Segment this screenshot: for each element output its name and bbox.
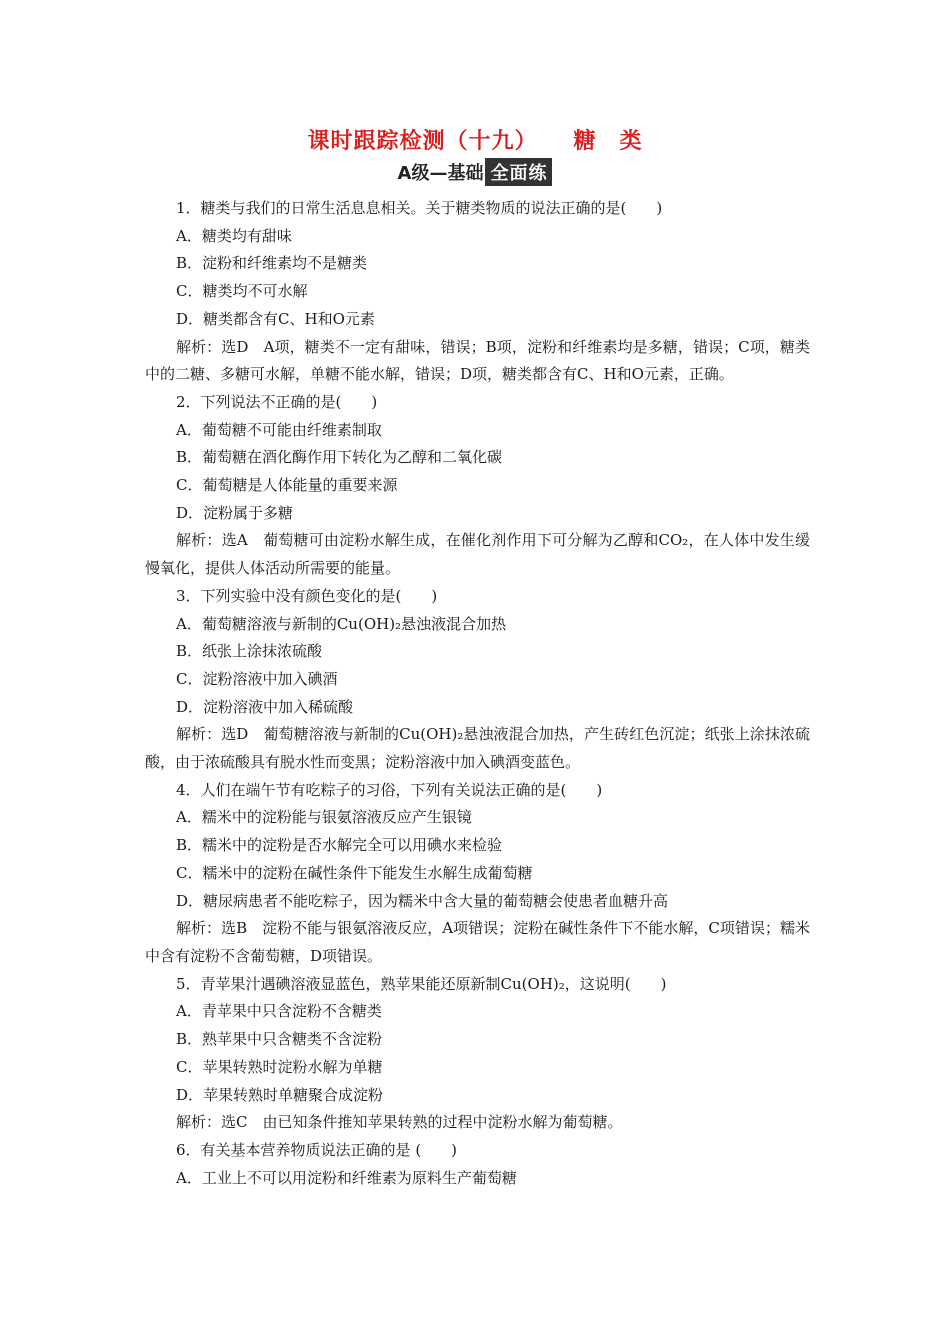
text-line: 6．有关基本营养物质说法正确的是 ( ) [176,1140,458,1159]
text-line: D．淀粉溶液中加入稀硫酸 [176,697,354,716]
text-line: 2．下列说法不正确的是( ) [176,392,378,411]
text-line: A．糯米中的淀粉能与银氨溶液反应产生银镜 [176,808,472,827]
title-topic: 糖 类 [573,129,643,154]
question-content [145,195,810,1192]
explanation-paragraph: 解析：选A 葡萄糖可由淀粉水解生成，在催化剂作用下可分解为乙醇和CO₂，在人体中发生缓慢氧化，提供人体活动所需要的能量。 [145,531,810,578]
text-line: B．淀粉和纤维素均不是糖类 [176,254,368,273]
text-line: B．糯米中的淀粉是否水解完全可以用碘水来检验 [176,836,503,855]
text-line: 5．青苹果汁遇碘溶液显蓝色，熟苹果能还原新制Cu(OH)₂，这说明( ) [176,974,667,993]
explanation-paragraph: 解析：选B 淀粉不能与银氨溶液反应，A项错误；淀粉在碱性条件下不能水解，C项错误；糯米中含有淀粉不含葡萄糖，D项错误。 [145,919,810,965]
page-title [0,124,950,155]
text-line: C．苹果转熟时淀粉水解为单糖 [176,1057,383,1076]
text-line: 1．糖类与我们的日常生活息息相关。关于糖类物质的说法正确的是( ) [176,199,663,217]
text-line: A．葡萄糖溶液与新制的Cu(OH)₂悬浊液混合加热 [176,614,507,633]
text-line: D．糖类都含有C、H和O元素 [176,309,375,328]
text-line: 4．人们在端午节有吃粽子的习俗，下列有关说法正确的是( ) [176,780,603,799]
text-line: C．糯米中的淀粉在碱性条件下能发生水解生成葡萄糖 [176,863,533,882]
text-line: A．青苹果中只含淀粉不含糖类 [176,1002,382,1021]
text-line: C．淀粉溶液中加入碘酒 [176,669,338,688]
text-line: B．葡萄糖在酒化酶作用下转化为乙醇和二氧化碳 [176,448,503,467]
level-prefix: A级—基础 [397,163,484,184]
text-line: B．熟苹果中只含糖类不含淀粉 [176,1030,383,1049]
text-line: 3．下列实验中没有颜色变化的是( ) [176,586,438,605]
text-line: C．葡萄糖是人体能量的重要来源 [176,476,398,495]
text-line: A．葡萄糖不可能由纤维素制取 [176,420,382,439]
text-line: B．纸张上涂抹浓硫酸 [176,642,323,661]
text-line: D．糖尿病患者不能吃粽子，因为糯米中含大量的葡萄糖会使患者血糖升高 [176,891,669,910]
text-line: A．工业上不可以用淀粉和纤维素为原料生产葡萄糖 [176,1168,517,1187]
title-main: 课时跟踪检测（十九） [307,129,538,154]
text-line: A．糖类均有甜味 [176,226,292,245]
text-line: C．糖类均不可水解 [176,282,308,301]
explanation-paragraph: 解析：选D 葡萄糖溶液与新制的Cu(OH)₂悬浊液混合加热，产生砖红色沉淀；纸张上涂抹浓硫酸，由于浓硫酸具有脱水性而变黑；淀粉溶液中加入碘酒变蓝色。 [145,725,810,772]
text-line: D．淀粉属于多糖 [176,503,294,522]
level-badge: 全面练 [485,158,552,186]
text-line: D．苹果转熟时单糖聚合成淀粉 [176,1085,384,1104]
level-heading [0,158,950,186]
explanation-paragraph: 解析：选D A项，糖类不一定有甜味，错误；B项，淀粉和纤维素均是多糖，错误；C项，糖类中的二糖、多糖可水解，单糖不能水解，错误；D项，糖类都含有C、H和O元素，正确。 [145,337,810,384]
text-line: 解析：选C 由已知条件推知苹果转熟的过程中淀粉水解为葡萄糖。 [176,1113,623,1132]
